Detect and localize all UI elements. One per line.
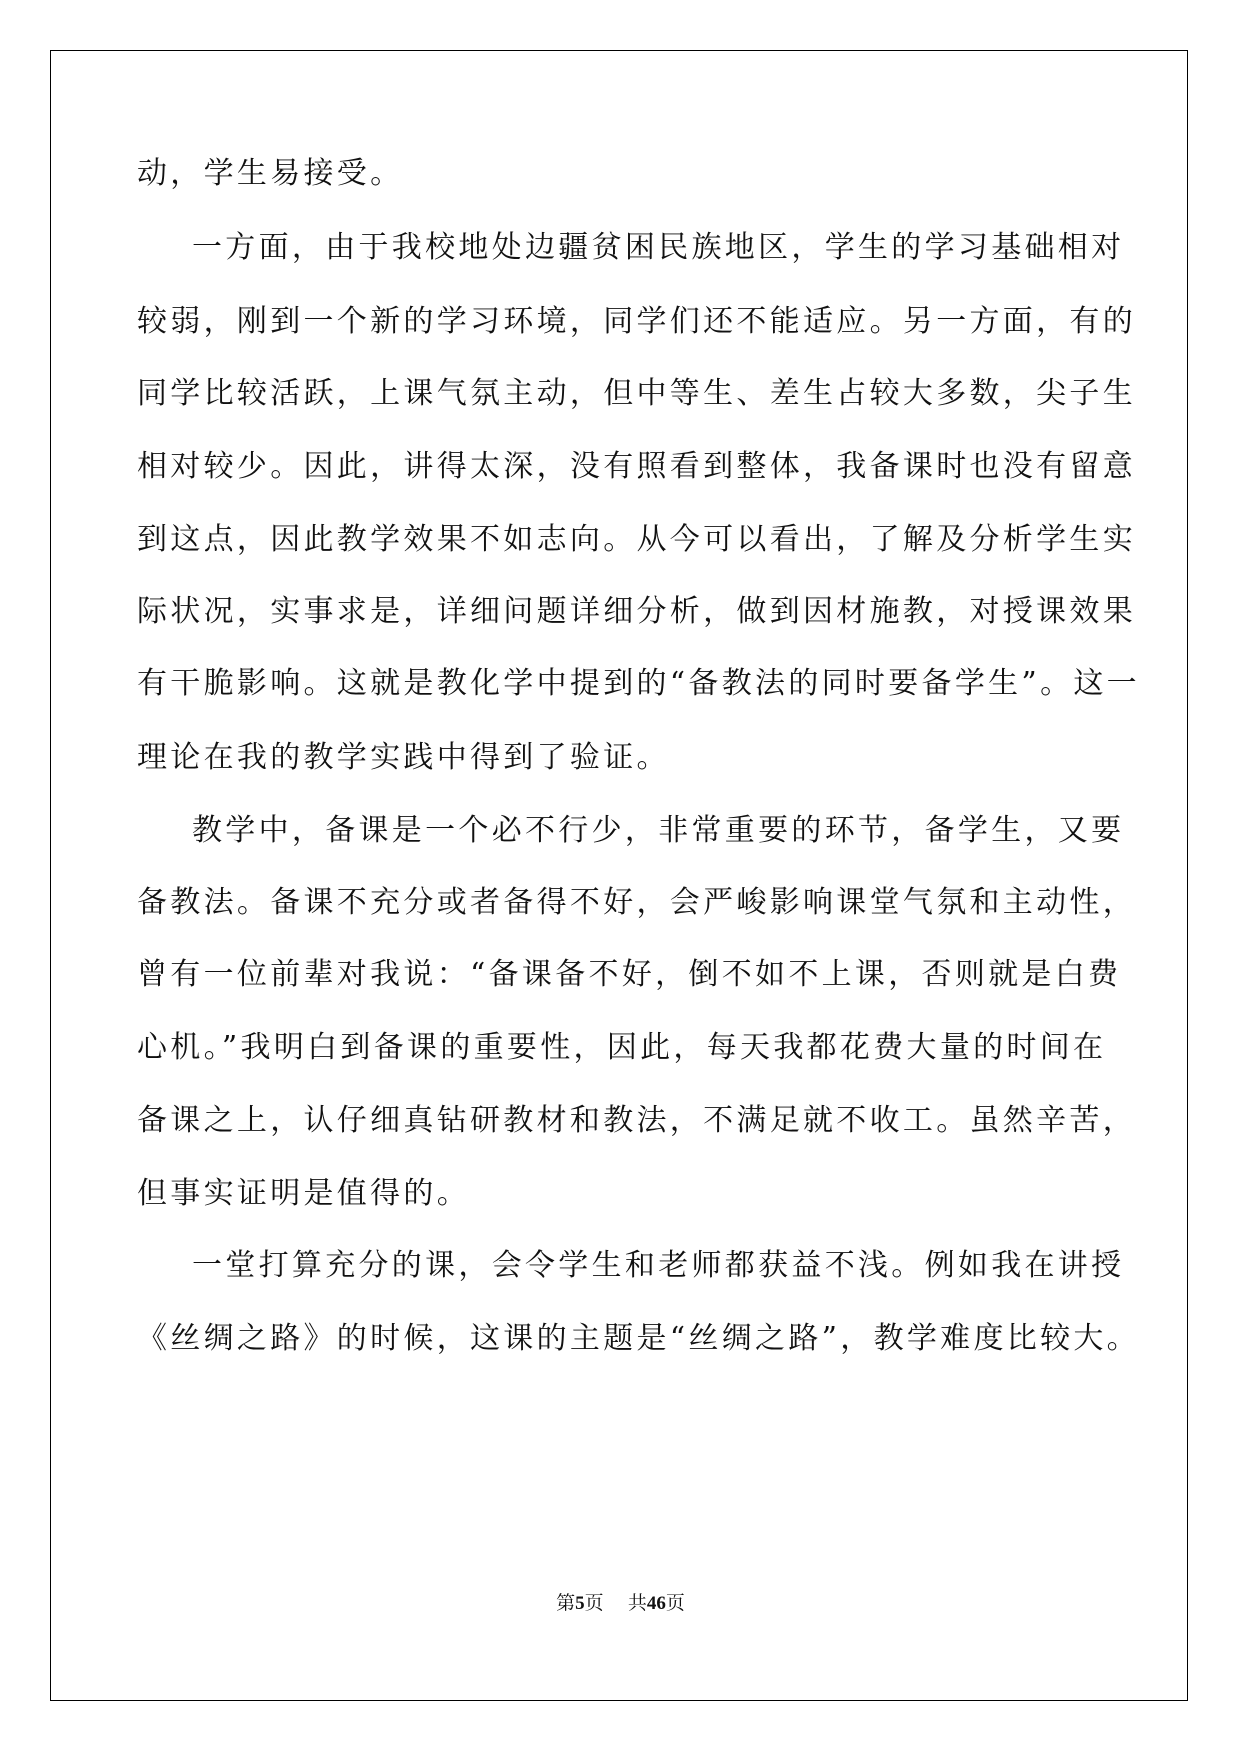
- text-line: 一堂打算充分的课，会令学生和老师都获益不浅。例如我在讲授: [192, 1248, 1125, 1283]
- text-line: 曾有一位前辈对我说：“备课备不好，倒不如不上课，否则就是白费: [137, 957, 1122, 992]
- text-line: 相对较少。因此，讲得太深，没有照看到整体，我备课时也没有留意: [137, 449, 1136, 484]
- page-border: [50, 50, 1188, 1701]
- text-line: 际状况，实事求是，详细问题详细分析，做到因材施教，对授课效果: [137, 594, 1136, 629]
- text-line: 备课之上，认仔细真钻研教材和教法，不满足就不收工。虽然辛苦，: [137, 1103, 1136, 1138]
- text-line: 到这点，因此教学效果不如志向。从今可以看出，了解及分析学生实: [137, 522, 1136, 557]
- footer-ye2: 页: [665, 1592, 685, 1614]
- text-line: 有干脆影响。这就是教化学中提到的“备教法的同时要备学生”。这一: [137, 666, 1140, 701]
- page-number: 5: [575, 1593, 585, 1614]
- footer-gong: 共: [627, 1592, 647, 1614]
- text-line: 心机。”我明白到备课的重要性，因此，每天我都花费大量的时间在: [137, 1030, 1107, 1065]
- text-line: 但事实证明是值得的。: [137, 1176, 470, 1211]
- footer-di: 第: [556, 1592, 576, 1614]
- text-line: 备教法。备课不充分或者备得不好，会严峻影响课堂气氛和主动性，: [137, 885, 1136, 920]
- text-line: 《丝绸之路》的时候，这课的主题是“丝绸之路”，教学难度比较大。: [137, 1321, 1140, 1356]
- text-line: 教学中，备课是一个必不行少，非常重要的环节，备学生，又要: [192, 813, 1125, 848]
- footer-ye: 页: [584, 1592, 604, 1614]
- total-pages: 46: [646, 1593, 666, 1614]
- text-line: 一方面，由于我校地处边疆贫困民族地区，学生的学习基础相对: [192, 230, 1125, 265]
- text-line: 动，学生易接受。: [137, 156, 404, 191]
- text-line: 理论在我的教学实践中得到了验证。: [137, 740, 670, 775]
- text-line: 较弱，刚到一个新的学习环境，同学们还不能适应。另一方面，有的: [137, 304, 1136, 339]
- page-footer: [0, 1588, 1241, 1615]
- text-line: 同学比较活跃，上课气氛主动，但中等生、差生占较大多数，尖子生: [137, 376, 1136, 411]
